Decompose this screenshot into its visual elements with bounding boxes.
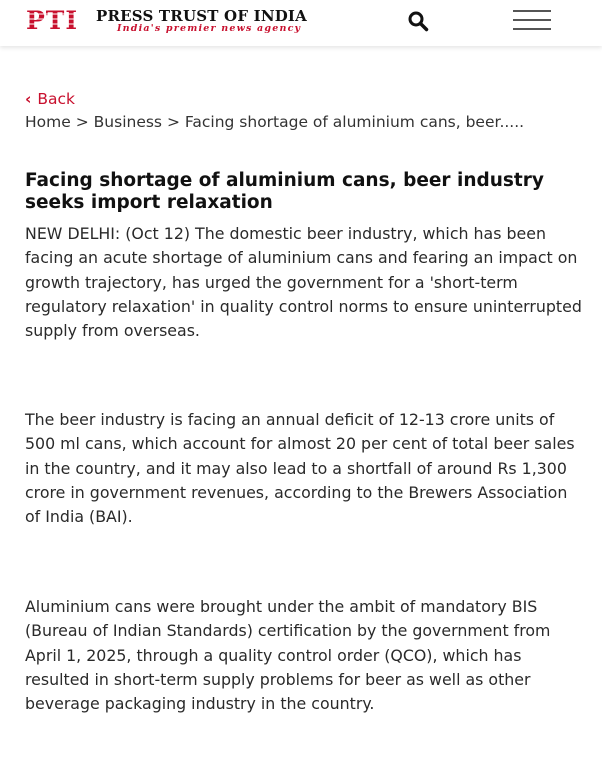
search-button[interactable]	[403, 8, 433, 34]
hamburger-menu-icon	[513, 10, 551, 12]
article-title: Facing shortage of aluminium cans, beer industry seeks import relaxation	[25, 170, 544, 213]
article-paragraph: NEW DELHI: (Oct 12) The domestic beer industry, which has been facing an acute shortage of aluminium cans and fearing an impact on growth trajectory, has urged the government for a 'short-term regulatory relaxation' in quality control norms to ensure uninterrupted supply from overseas.	[25, 224, 582, 341]
chevron-left-icon: ‹	[25, 90, 32, 108]
search-icon	[403, 8, 433, 34]
breadcrumb	[25, 112, 581, 133]
breadcrumb-business[interactable]: Business	[93, 113, 163, 131]
back-link[interactable]	[25, 90, 75, 108]
brand-name: PRESS TRUST OF INDIA	[96, 7, 307, 25]
breadcrumb-home[interactable]: Home	[25, 113, 71, 131]
site-header	[0, 0, 602, 46]
hamburger-menu-icon	[513, 19, 551, 21]
breadcrumb-separator: >	[166, 113, 180, 131]
pti-logo[interactable]	[25, 6, 89, 32]
menu-button[interactable]	[510, 7, 554, 33]
article-paragraph: The beer industry is facing an annual deficit of 12-13 crore units of 500 ml cans, which account for almost 20 per cent of total beer sales in the country, and it may also lead to a shortfall of around Rs 1,300 crore in government revenues, according to the Brewers Association of India (BAI).	[25, 410, 575, 527]
back-label: Back	[37, 90, 76, 108]
breadcrumb-separator: >	[75, 113, 89, 131]
hamburger-menu-icon	[513, 28, 551, 30]
article-paragraph: Aluminium cans were brought under the ambit of mandatory BIS (Bureau of Indian Standards) certification by the government from April 1, 2025, through a quality control order (QCO), which has resulted in short-term supply problems for beer as well as other beverage packaging industry in the country.	[25, 597, 551, 714]
breadcrumb-current: Facing shortage of aluminium cans, beer.....	[184, 113, 525, 131]
brand-tagline: India's premier news agency	[117, 23, 302, 34]
logo-lettering: PTI	[26, 6, 79, 32]
